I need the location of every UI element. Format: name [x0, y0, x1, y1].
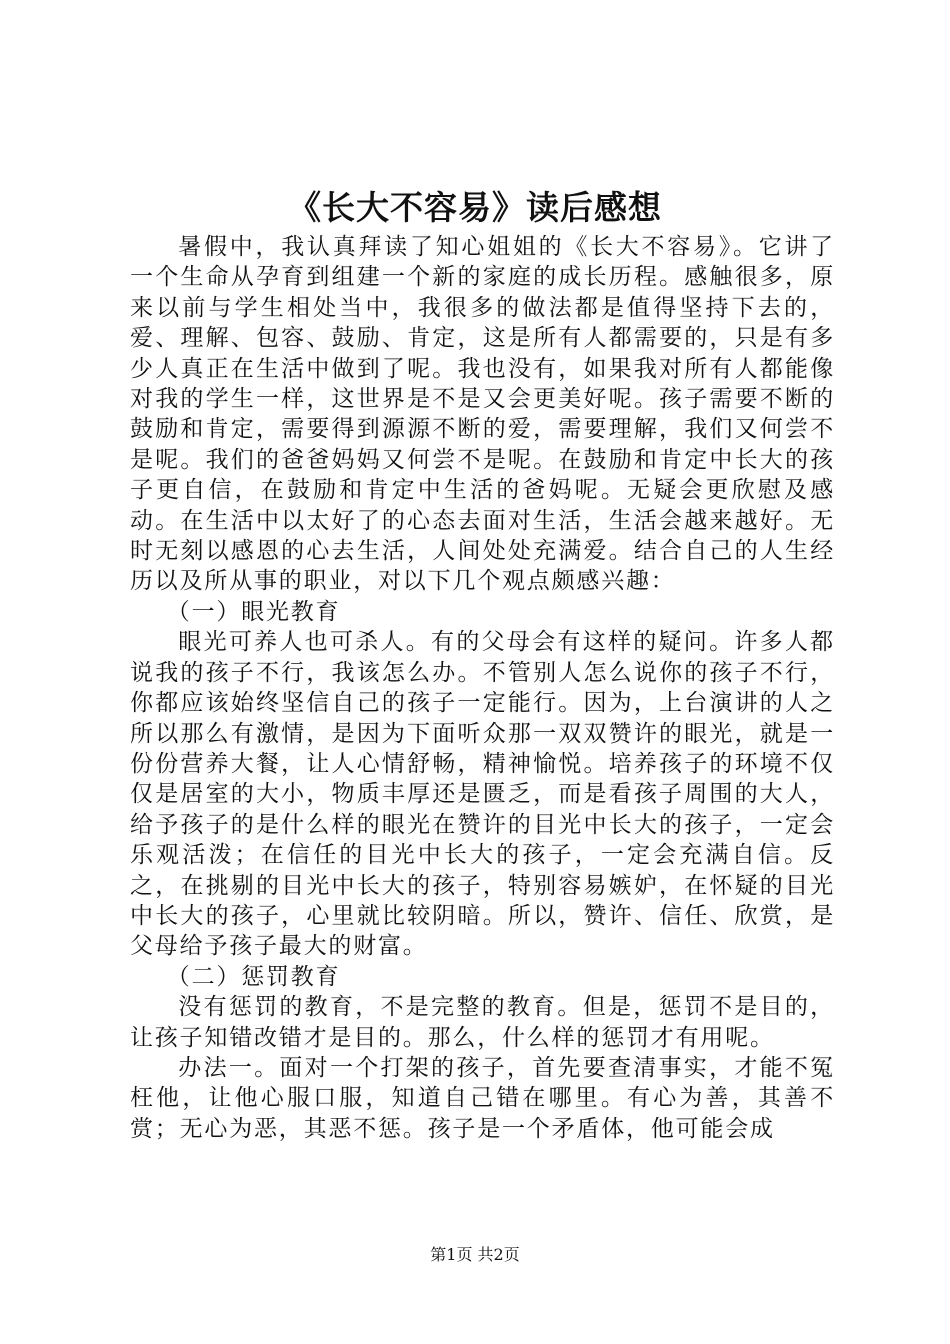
paragraph-punishment-education: 没有惩罚的教育，不是完整的教育。但是，惩罚不是目的，让孩子知错改错才是目的。那么，什么样的惩罚才有用呢。	[130, 994, 835, 1051]
section-heading-vision-education: （一）眼光教育	[166, 598, 341, 625]
page-number: 第1页 共2页	[430, 1245, 520, 1264]
paragraph-method-one: 办法一。面对一个打架的孩子，首先要查清事实，才能不冤枉他，让他心服口服，知道自己错在哪里。有心为善，其善不赏；无心为恶，其恶不惩。孩子是一个矛盾体，他可能会成	[130, 1054, 835, 1142]
document-body	[130, 232, 835, 1144]
document-title: 《长大不容易》读后感想	[288, 188, 662, 227]
paragraph-intro: 暑假中，我认真拜读了知心姐姐的《长大不容易》。它讲了一个生命从孕育到组建一个新的家庭的成长历程。感触很多，原来以前与学生相处当中，我很多的做法都是值得坚持下去的，爱、理解、包容、鼓励、肯定，这是所有人都需要的，只是有多少人真正在生活中做到了呢。我也没有，如果我对所有人都能像对我的学生一样，这世界是不是又会更美好呢。孩子需要不断的鼓励和肯定，需要得到源源不断的爱，需要理解，我们又何尝不是呢。我们的爸爸妈妈又何尝不是呢。在鼓励和肯定中长大的孩子更自信，在鼓励和肯定中生活的爸妈呢。无疑会更欣慰及感动。在生活中以太好了的心态去面对生活，生活会越来越好。无时无刻以感恩的心去生活，人间处处充满爱。结合自己的人生经历以及所从事的职业，对以下几个观点颇感兴趣：	[130, 234, 835, 595]
paragraph-vision-education: 眼光可养人也可杀人。有的父母会有这样的疑问。许多人都说我的孩子不行，我该怎么办。不管别人怎么说你的孩子不行，你都应该始终坚信自己的孩子一定能行。因为，上台演讲的人之所以那么有激情，是因为下面听众那一双双赞许的眼光，就是一份份营养大餐，让人心情舒畅，精神愉悦。培养孩子的环境不仅仅是居室的大小，物质丰厚还是匮乏，而是看孩子周围的大人，给予孩子的是什么样的眼光在赞许的目光中长大的孩子，一定会乐观活泼；在信任的目光中长大的孩子，一定会充满自信。反之，在挑剔的目光中长大的孩子，特别容易嫉妒，在怀疑的目光中长大的孩子，心里就比较阴暗。所以，赞许、信任、欣赏，是父母给予孩子最大的财富。	[130, 629, 835, 960]
section-heading-punishment-education: （二）惩罚教育	[166, 963, 341, 990]
